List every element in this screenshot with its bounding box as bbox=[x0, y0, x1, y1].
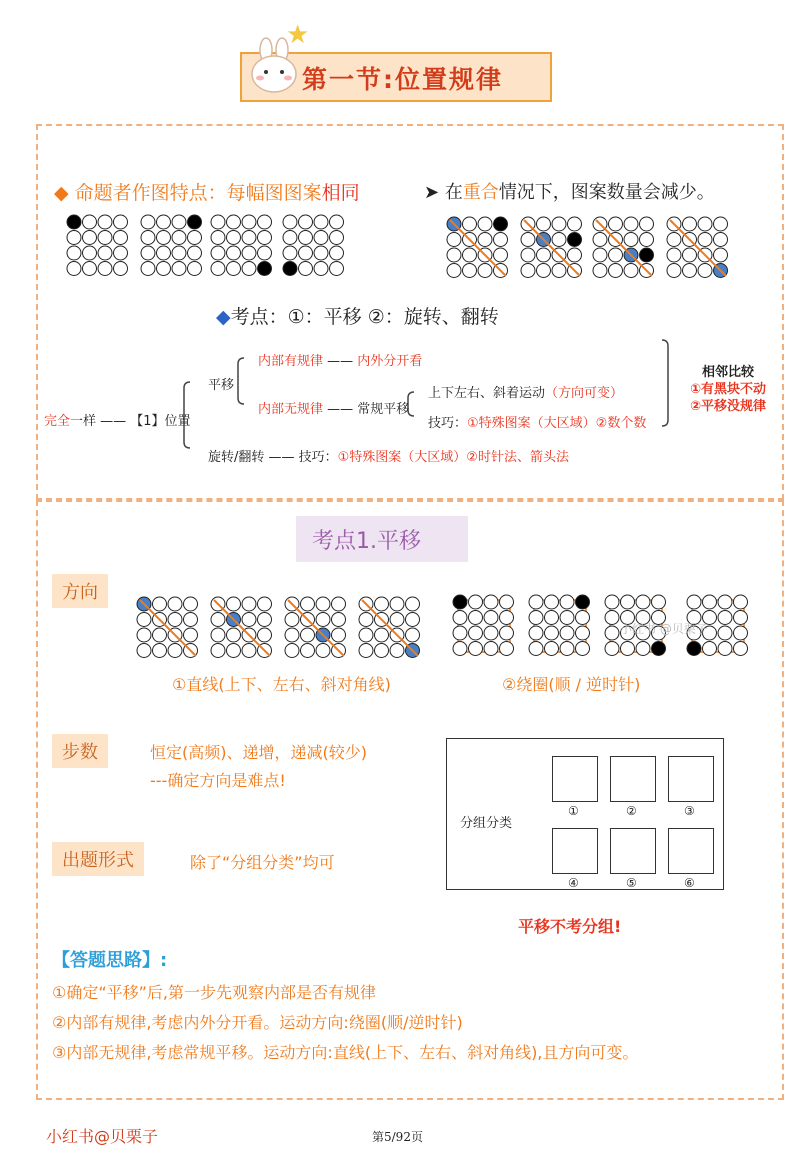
grid-cell bbox=[521, 233, 535, 247]
grid-cell bbox=[299, 262, 313, 276]
inner-rule-arrow: —— bbox=[327, 354, 358, 369]
grid-cell bbox=[168, 613, 182, 627]
group-number: ② bbox=[626, 804, 637, 818]
grid-cell bbox=[552, 233, 566, 247]
grid-cell bbox=[227, 231, 241, 245]
grid-cell bbox=[153, 597, 167, 611]
grid-cell bbox=[141, 231, 155, 245]
answer-2: ②内部有规律,考虑内外分开看。运动方向:绕圈(顺/逆时针) bbox=[52, 1013, 463, 1032]
inner-rule-result: 内外分开看 bbox=[357, 354, 423, 369]
grid-cell bbox=[157, 231, 171, 245]
steps-note: ---确定方向是难点! bbox=[150, 771, 286, 790]
line-figure-1 bbox=[136, 596, 200, 660]
overlap-text-post: 情况下，图案数量会减少。 bbox=[498, 182, 715, 203]
grid-cell bbox=[114, 246, 128, 260]
grid-cell bbox=[529, 642, 543, 656]
grid-cell bbox=[609, 248, 623, 262]
grid-cell bbox=[406, 613, 420, 627]
grid-cell bbox=[242, 644, 256, 658]
grid-cell bbox=[211, 613, 225, 627]
grid-cell bbox=[67, 215, 81, 229]
grid-cell bbox=[537, 264, 551, 278]
grid-cell bbox=[406, 628, 420, 642]
grid-cell bbox=[242, 246, 256, 260]
grid-cell bbox=[98, 215, 112, 229]
grid-cell bbox=[114, 215, 128, 229]
grid-cell bbox=[283, 231, 297, 245]
line-figure-4 bbox=[358, 596, 422, 660]
grid-cell bbox=[114, 231, 128, 245]
tip-detail: ①特殊图案（大区域）②数个数 bbox=[467, 416, 647, 431]
grid-cell bbox=[314, 215, 328, 229]
group-number: ⑤ bbox=[626, 876, 637, 890]
tree-tip bbox=[428, 412, 646, 431]
grid-cell bbox=[242, 215, 256, 229]
grid-cell bbox=[714, 233, 728, 247]
grid-cell bbox=[188, 262, 202, 276]
grid-cell bbox=[560, 642, 574, 656]
dir-caption-1: ①直线(上下、左右、斜对角线) bbox=[172, 675, 391, 694]
grid-cell bbox=[172, 215, 186, 229]
grid-cell bbox=[521, 264, 535, 278]
grid-cell bbox=[332, 613, 346, 627]
grid-cell bbox=[283, 262, 297, 276]
compare-1: ①有黑块不动 bbox=[690, 382, 767, 397]
grid-cell bbox=[683, 217, 697, 231]
compare-title: 相邻比较 bbox=[702, 365, 755, 380]
grid-cell bbox=[593, 264, 607, 278]
grid-cell bbox=[560, 611, 574, 625]
grid-cell bbox=[478, 264, 492, 278]
grid-cell bbox=[734, 626, 748, 640]
grid-cell bbox=[258, 246, 272, 260]
grid-cell bbox=[330, 262, 344, 276]
grid-cell bbox=[359, 628, 373, 642]
grid-cell bbox=[299, 231, 313, 245]
grid-cell bbox=[687, 642, 701, 656]
grid-cell bbox=[98, 262, 112, 276]
grid-cell bbox=[242, 613, 256, 627]
inner-norule-label: 内部无规律 bbox=[258, 402, 324, 417]
grid-cell bbox=[714, 248, 728, 262]
grid-cell bbox=[453, 611, 467, 625]
grid-cell bbox=[67, 262, 81, 276]
answer-1: ①确定“平移”后,第一步先观察内部是否有规律 bbox=[52, 983, 377, 1002]
steps-text: 恒定(高频)、递增，递减(较少) bbox=[150, 743, 367, 762]
regular-label: —— 常规平移 bbox=[327, 402, 410, 417]
form-text: 除了“分组分类”均可 bbox=[190, 853, 335, 872]
grid-cell bbox=[227, 628, 241, 642]
grid-figure-1 bbox=[66, 214, 130, 278]
grid-cell bbox=[624, 264, 638, 278]
grid-cell bbox=[227, 644, 241, 658]
grid-figure-2 bbox=[140, 214, 204, 278]
grid-cell bbox=[667, 233, 681, 247]
grid-cell bbox=[469, 642, 483, 656]
tree-rotate-label: 旋转/翻转 —— 技巧： bbox=[208, 450, 338, 465]
tree-inner-norule bbox=[258, 398, 409, 417]
inner-rule-label: 内部有规律 bbox=[258, 354, 324, 369]
grid-cell bbox=[609, 217, 623, 231]
grid-cell bbox=[242, 262, 256, 276]
grid-cell bbox=[390, 644, 404, 658]
grid-cell bbox=[157, 246, 171, 260]
tree-root-b: 一样 —— 【1】位置 bbox=[70, 414, 191, 429]
answer-3: ③内部无规律,考虑常规平移。运动方向:直线(上下、左右、斜对角线),且方向可变。 bbox=[52, 1043, 639, 1062]
tree-inner-rule bbox=[258, 350, 422, 369]
grid-cell bbox=[698, 233, 712, 247]
grid-cell bbox=[521, 248, 535, 262]
grid-cell bbox=[463, 217, 477, 231]
grid-cell bbox=[636, 642, 650, 656]
grid-cell bbox=[698, 264, 712, 278]
grid-cell bbox=[67, 246, 81, 260]
grid-cell bbox=[463, 248, 477, 262]
grid-cell bbox=[484, 626, 498, 640]
grid-cell bbox=[734, 595, 748, 609]
grid-cell bbox=[114, 262, 128, 276]
overlap-heading bbox=[424, 178, 715, 204]
grid-cell bbox=[529, 626, 543, 640]
grid-cell bbox=[640, 233, 654, 247]
grid-cell bbox=[560, 595, 574, 609]
grid-cell bbox=[621, 595, 635, 609]
grid-cell bbox=[375, 628, 389, 642]
grid-cell bbox=[500, 595, 514, 609]
feature-text: 命题者作图特点：每幅图图案 bbox=[74, 182, 322, 204]
grid-cell bbox=[624, 233, 638, 247]
overlap-figure-3 bbox=[592, 216, 656, 280]
grid-cell bbox=[184, 597, 198, 611]
footer-brand: 小红书@贝栗子 bbox=[46, 1127, 159, 1146]
grid-cell bbox=[316, 597, 330, 611]
grid-cell bbox=[314, 246, 328, 260]
diamond-icon: ◆ bbox=[216, 306, 231, 328]
grid-cell bbox=[227, 262, 241, 276]
grid-cell bbox=[703, 595, 717, 609]
grid-cell bbox=[687, 595, 701, 609]
star-icon: ★ bbox=[286, 20, 310, 50]
grid-cell bbox=[484, 595, 498, 609]
grid-cell bbox=[734, 642, 748, 656]
grid-cell bbox=[568, 217, 582, 231]
form-chip: 出题形式 bbox=[52, 842, 144, 876]
grid-cell bbox=[285, 644, 299, 658]
grid-cell bbox=[605, 595, 619, 609]
grid-cell bbox=[698, 217, 712, 231]
grid-cell bbox=[667, 248, 681, 262]
grid-cell bbox=[375, 597, 389, 611]
tree-rotate bbox=[208, 446, 569, 465]
overlap-text-pre: 在 bbox=[444, 182, 463, 203]
grid-cell bbox=[545, 642, 559, 656]
group-number: ③ bbox=[684, 804, 695, 818]
grid-cell bbox=[718, 611, 732, 625]
grid-cell bbox=[330, 246, 344, 260]
grid-cell bbox=[227, 246, 241, 260]
grid-cell bbox=[211, 644, 225, 658]
grid-cell bbox=[545, 626, 559, 640]
grid-cell bbox=[576, 642, 590, 656]
grid-cell bbox=[227, 215, 241, 229]
grid-cell bbox=[494, 217, 508, 231]
overlap-highlight: 重合 bbox=[462, 182, 499, 203]
grid-cell bbox=[314, 262, 328, 276]
grid-cell bbox=[390, 597, 404, 611]
grid-figure-4 bbox=[282, 214, 346, 278]
grid-cell bbox=[406, 597, 420, 611]
exam-points-text: 考点：①：平移 ②：旋转、翻转 bbox=[230, 306, 499, 328]
grid-cell bbox=[621, 642, 635, 656]
watermark: 小红书 @贝栗子 bbox=[620, 622, 708, 636]
grid-figure-3 bbox=[210, 214, 274, 278]
grid-cell bbox=[168, 644, 182, 658]
grid-cell bbox=[188, 246, 202, 260]
group-number: ④ bbox=[568, 876, 579, 890]
grid-cell bbox=[211, 215, 225, 229]
grid-cell bbox=[359, 644, 373, 658]
grid-cell bbox=[141, 262, 155, 276]
grid-cell bbox=[652, 642, 666, 656]
grid-cell bbox=[299, 246, 313, 260]
overlap-figure-1 bbox=[446, 216, 510, 280]
tree-translate: 平移 bbox=[208, 378, 235, 393]
feature-heading bbox=[54, 178, 360, 205]
grid-cell bbox=[605, 642, 619, 656]
grid-cell bbox=[258, 628, 272, 642]
overlap-figure-4 bbox=[666, 216, 730, 280]
grid-cell bbox=[494, 233, 508, 247]
grid-cell bbox=[285, 628, 299, 642]
grid-cell bbox=[640, 217, 654, 231]
tree-rotate-tips: ①特殊图案（大区域）②时针法、箭头法 bbox=[337, 450, 569, 465]
grid-cell bbox=[211, 262, 225, 276]
grid-cell bbox=[83, 262, 97, 276]
grid-cell bbox=[332, 597, 346, 611]
grid-cell bbox=[83, 231, 97, 245]
grid-cell bbox=[258, 231, 272, 245]
grid-cell bbox=[301, 644, 315, 658]
grid-cell bbox=[188, 215, 202, 229]
grid-cell bbox=[137, 628, 151, 642]
line-figure-2 bbox=[210, 596, 274, 660]
grid-cell bbox=[529, 595, 543, 609]
grid-cell bbox=[98, 246, 112, 260]
grid-cell bbox=[184, 613, 198, 627]
grid-cell bbox=[605, 626, 619, 640]
grid-cell bbox=[624, 217, 638, 231]
grid-cell bbox=[447, 233, 461, 247]
grid-cell bbox=[718, 626, 732, 640]
grid-cell bbox=[714, 217, 728, 231]
grid-cell bbox=[98, 231, 112, 245]
group-label: 分组分类 bbox=[460, 816, 513, 831]
exam-points bbox=[216, 302, 499, 329]
grid-cell bbox=[576, 595, 590, 609]
grid-cell bbox=[545, 595, 559, 609]
grid-cell bbox=[537, 248, 551, 262]
grid-cell bbox=[469, 626, 483, 640]
grid-cell bbox=[734, 611, 748, 625]
line-figure-3 bbox=[284, 596, 348, 660]
grid-cell bbox=[500, 626, 514, 640]
grid-cell bbox=[718, 642, 732, 656]
grid-cell bbox=[283, 246, 297, 260]
grid-cell bbox=[478, 217, 492, 231]
grid-cell bbox=[153, 628, 167, 642]
grid-cell bbox=[172, 231, 186, 245]
no-group-note: 平移不考分组! bbox=[518, 917, 622, 936]
steps-chip: 步数 bbox=[52, 734, 108, 768]
grid-cell bbox=[314, 231, 328, 245]
circle-figure-2 bbox=[528, 594, 592, 658]
dir-caption-2: ②绕圈(顺 / 逆时针) bbox=[502, 675, 641, 694]
tree-root-a: 完全 bbox=[44, 414, 71, 429]
grid-cell bbox=[568, 248, 582, 262]
grid-cell bbox=[258, 262, 272, 276]
grid-cell bbox=[560, 626, 574, 640]
group-number: ① bbox=[568, 804, 579, 818]
grid-cell bbox=[157, 215, 171, 229]
grid-cell bbox=[285, 613, 299, 627]
grid-cell bbox=[447, 248, 461, 262]
grid-cell bbox=[258, 597, 272, 611]
compare-box bbox=[690, 364, 766, 415]
grid-cell bbox=[227, 597, 241, 611]
grid-cell bbox=[469, 595, 483, 609]
grid-cell bbox=[640, 248, 654, 262]
direction-chip: 方向 bbox=[52, 574, 108, 608]
group-square bbox=[668, 828, 714, 874]
grid-cell bbox=[211, 231, 225, 245]
grid-cell bbox=[83, 246, 97, 260]
compare-2: ②平移没规律 bbox=[690, 399, 767, 414]
grid-cell bbox=[301, 628, 315, 642]
grid-cell bbox=[184, 628, 198, 642]
grid-cell bbox=[83, 215, 97, 229]
diamond-icon: ◆ bbox=[54, 182, 75, 204]
grid-cell bbox=[211, 246, 225, 260]
grid-cell bbox=[375, 644, 389, 658]
grid-cell bbox=[258, 215, 272, 229]
section2-title: 考点1.平移 bbox=[312, 529, 421, 554]
grid-cell bbox=[211, 628, 225, 642]
grid-cell bbox=[453, 626, 467, 640]
grid-cell bbox=[258, 613, 272, 627]
grid-cell bbox=[593, 248, 607, 262]
dir-note: （方向可变） bbox=[545, 386, 624, 401]
grid-cell bbox=[545, 611, 559, 625]
grid-cell bbox=[552, 264, 566, 278]
group-square bbox=[668, 756, 714, 802]
overlap-figure-2 bbox=[520, 216, 584, 280]
grid-cell bbox=[593, 233, 607, 247]
grid-cell bbox=[453, 595, 467, 609]
grid-cell bbox=[478, 233, 492, 247]
grid-cell bbox=[703, 642, 717, 656]
grid-cell bbox=[500, 611, 514, 625]
tip-label: 技巧： bbox=[428, 416, 468, 431]
grid-cell bbox=[447, 264, 461, 278]
grid-cell bbox=[316, 644, 330, 658]
tree-direction bbox=[428, 382, 623, 401]
grid-cell bbox=[332, 628, 346, 642]
page-title: 第一节:位置规律 bbox=[302, 65, 503, 94]
grid-cell bbox=[529, 611, 543, 625]
answer-title: 【答题思路】: bbox=[52, 950, 168, 971]
grid-cell bbox=[636, 595, 650, 609]
grid-cell bbox=[605, 611, 619, 625]
grid-cell bbox=[330, 231, 344, 245]
grid-cell bbox=[667, 264, 681, 278]
grid-cell bbox=[330, 215, 344, 229]
grid-cell bbox=[576, 626, 590, 640]
grid-cell bbox=[168, 597, 182, 611]
grid-cell bbox=[463, 264, 477, 278]
dir-label: 上下左右、斜着运动 bbox=[428, 386, 546, 401]
grid-cell bbox=[316, 613, 330, 627]
grid-cell bbox=[683, 264, 697, 278]
grid-cell bbox=[157, 262, 171, 276]
grid-cell bbox=[652, 595, 666, 609]
grid-cell bbox=[141, 215, 155, 229]
grid-cell bbox=[609, 264, 623, 278]
grid-cell bbox=[469, 611, 483, 625]
grid-cell bbox=[137, 644, 151, 658]
grid-cell bbox=[137, 613, 151, 627]
grid-cell bbox=[188, 231, 202, 245]
grid-cell bbox=[552, 217, 566, 231]
group-square bbox=[610, 756, 656, 802]
grid-cell bbox=[390, 613, 404, 627]
grid-cell bbox=[172, 246, 186, 260]
group-square bbox=[610, 828, 656, 874]
page-number: 第5/92页 bbox=[372, 1130, 423, 1144]
grid-cell bbox=[718, 595, 732, 609]
grid-cell bbox=[242, 597, 256, 611]
grid-cell bbox=[453, 642, 467, 656]
grid-cell bbox=[500, 642, 514, 656]
grid-cell bbox=[299, 215, 313, 229]
grid-cell bbox=[359, 613, 373, 627]
grid-cell bbox=[67, 231, 81, 245]
grid-cell bbox=[568, 233, 582, 247]
grid-cell bbox=[153, 644, 167, 658]
grid-cell bbox=[537, 217, 551, 231]
group-square bbox=[552, 756, 598, 802]
grid-cell bbox=[484, 642, 498, 656]
grid-cell bbox=[242, 231, 256, 245]
tree-root bbox=[44, 410, 191, 429]
circle-figure-1 bbox=[452, 594, 516, 658]
grid-cell bbox=[683, 248, 697, 262]
grid-cell bbox=[576, 611, 590, 625]
grid-cell bbox=[301, 597, 315, 611]
feature-highlight: 相同 bbox=[321, 182, 360, 204]
grid-cell bbox=[494, 248, 508, 262]
grid-cell bbox=[283, 215, 297, 229]
grid-cell bbox=[141, 246, 155, 260]
grid-cell bbox=[484, 611, 498, 625]
group-square bbox=[552, 828, 598, 874]
grid-cell bbox=[172, 262, 186, 276]
arrow-icon: ➤ bbox=[424, 182, 445, 203]
group-number: ⑥ bbox=[684, 876, 695, 890]
